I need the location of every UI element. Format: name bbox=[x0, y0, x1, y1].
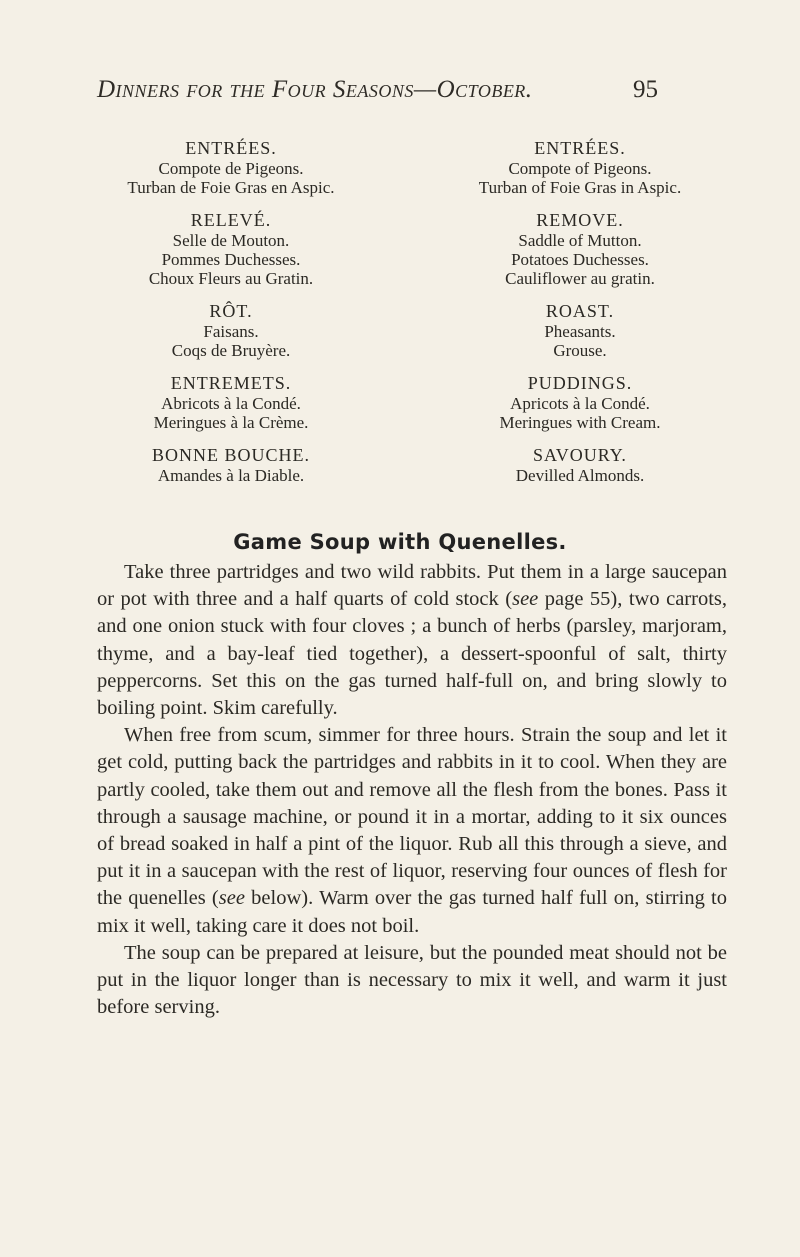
course-item: Compote of Pigeons. bbox=[508, 159, 652, 178]
recipe-body bbox=[97, 559, 727, 1021]
menu-french bbox=[95, 138, 367, 498]
course-title: ENTRÉES. bbox=[185, 138, 277, 158]
recipe-text: page 55), two carrots, and one onion stuck with four cloves ; a bunch of herbs (parsley, marjoram, thyme, and a bay-leaf tied together), a dessert-spoonful of salt, thirty peppercorns. Set this on the gas turned half-full on, and bring slowly to boiling point. Skim carefully. bbox=[97, 588, 727, 720]
course-item: Meringues à la Crème. bbox=[153, 413, 309, 432]
course-title: RÔT. bbox=[209, 301, 253, 321]
menu-course bbox=[95, 445, 367, 485]
running-head-four-seasons: Four Seasons bbox=[271, 76, 414, 103]
course-title: RELEVÉ. bbox=[190, 210, 272, 230]
course-item: Devilled Almonds. bbox=[515, 466, 645, 485]
menu-course bbox=[420, 138, 740, 197]
course-title: PUDDINGS. bbox=[527, 373, 633, 393]
course-item: Saddle of Mutton. bbox=[518, 231, 642, 250]
recipe-see-italic: see bbox=[512, 588, 539, 611]
course-title: SAVOURY. bbox=[533, 445, 627, 465]
course-item: Faisans. bbox=[203, 322, 259, 341]
course-item: Abricots à la Condé. bbox=[161, 394, 301, 413]
recipe-text: below). Warm over the gas turned half full on, stirring to mix it well, taking care it does not boil. bbox=[97, 887, 727, 937]
course-title: ENTREMETS. bbox=[170, 373, 292, 393]
recipe-paragraph: The soup can be prepared at leisure, but the pounded meat should not be put in the liquor longer than is necessary to mix it well, and warm it just before serving. bbox=[97, 941, 727, 1019]
course-title: BONNE BOUCHE. bbox=[151, 445, 310, 465]
course-item: Pommes Duchesses. bbox=[161, 250, 301, 269]
course-item: Potatoes Duchesses. bbox=[511, 250, 649, 269]
course-item: Turban de Foie Gras en Aspic. bbox=[127, 178, 335, 197]
recipe-paragraph bbox=[97, 559, 727, 722]
course-item: Compote de Pigeons. bbox=[158, 159, 304, 178]
course-item: Cauliflower au gratin. bbox=[505, 269, 655, 288]
page-number: 95 bbox=[633, 76, 658, 103]
recipe-text: When free from scum, simmer for three hours. Strain the soup and let it get cold, putting back the partridges and rabbits in it to cool. When they are partly cooled, take them out and remove all the flesh from the bones. Pass it through a sausage machine, or pound it in a mortar, adding to it six ounces of bread soaked in half a pint of the liquor. Rub all this through a sieve, and put it in a saucepan with the rest of liquor, reserving four ounces of flesh for the quenelles ( bbox=[97, 724, 727, 910]
course-item: Apricots à la Condé. bbox=[510, 394, 650, 413]
recipe-see-italic: see bbox=[218, 887, 245, 910]
course-item: Grouse. bbox=[553, 341, 607, 360]
course-item: Turban of Foie Gras in Aspic. bbox=[478, 178, 682, 197]
recipe-title: Game Soup with Quenelles. bbox=[233, 530, 567, 554]
course-title: REMOVE. bbox=[536, 210, 624, 230]
menu-english bbox=[420, 138, 740, 498]
menu-course bbox=[420, 445, 740, 485]
course-item: Pheasants. bbox=[544, 322, 616, 341]
running-head bbox=[97, 76, 657, 104]
course-item: Selle de Mouton. bbox=[172, 231, 290, 250]
running-head-the: the bbox=[229, 76, 266, 103]
menu-course bbox=[95, 301, 367, 360]
menu-course bbox=[95, 373, 367, 432]
recipe-text: Take three partridges and two wild rabbits. Put them in a large saucepan or pot with three and a half quarts of cold stock ( bbox=[97, 561, 727, 611]
menu-course bbox=[95, 210, 367, 288]
course-item: Amandes à la Diable. bbox=[157, 466, 305, 485]
running-head-for: for bbox=[186, 76, 223, 103]
recipe-paragraph bbox=[97, 722, 727, 940]
menu-course bbox=[95, 138, 367, 197]
running-head-month: —October. bbox=[413, 76, 533, 103]
menu-course bbox=[420, 210, 740, 288]
menu-course bbox=[420, 301, 740, 360]
menu-course bbox=[420, 373, 740, 432]
course-item: Coqs de Bruyère. bbox=[171, 341, 291, 360]
course-item: Meringues with Cream. bbox=[499, 413, 661, 432]
running-head-dinners: Dinners bbox=[97, 76, 180, 103]
course-item: Choux Fleurs au Gratin. bbox=[148, 269, 314, 288]
course-title: ROAST. bbox=[545, 301, 615, 321]
course-title: ENTRÉES. bbox=[534, 138, 626, 158]
